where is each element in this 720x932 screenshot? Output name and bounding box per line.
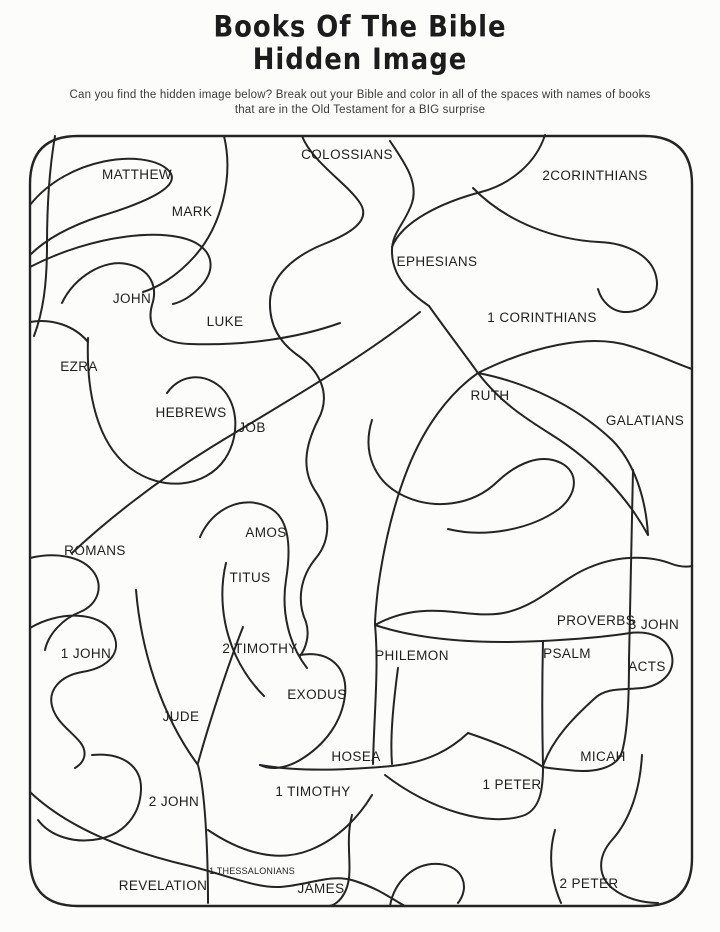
book-label-luke: LUKE [206, 314, 244, 329]
book-label-psalm: PSALM [543, 646, 591, 661]
book-label-exodus: EXODUS [287, 687, 347, 702]
book-label-proverbs: PROVERBS [556, 613, 636, 628]
book-label-revelation: REVELATION [118, 878, 208, 893]
book-label-1-corinthians: 1 CORINTHIANS [487, 310, 597, 325]
puzzle-lines [30, 135, 692, 906]
book-label-ephesians: EPHESIANS [396, 254, 478, 269]
book-label-ezra: EZRA [60, 359, 98, 374]
book-label-philemon: PHILEMON [375, 648, 449, 663]
title-line-2: Hidden Image [252, 42, 468, 77]
title-line-1: Books Of The Bible [213, 10, 507, 45]
instructions-line-1: Can you find the hidden image below? Break out your Bible and color in all of the spaces with names of books [69, 89, 651, 101]
book-label-acts: ACTS [628, 659, 666, 674]
book-label-ruth: RUTH [470, 388, 510, 403]
book-label-1-peter: 1 PETER [482, 777, 542, 792]
book-label-hebrews: HEBREWS [155, 405, 227, 420]
book-label-amos: AMOS [245, 525, 287, 540]
book-label-titus: TITUS [229, 570, 271, 585]
instructions-line-2: that are in the Old Testament for a BIG surprise [234, 104, 486, 116]
book-label-2-peter: 2 PETER [559, 876, 619, 891]
book-label-jude: JUDE [162, 709, 200, 724]
book-label-james: JAMES [297, 881, 345, 896]
book-labels [60, 147, 684, 896]
book-label-micah: MICAH [580, 749, 626, 764]
book-label-2-john: 2 JOHN [148, 794, 200, 809]
book-label-colossians: COLOSSIANS [301, 147, 393, 162]
book-label-matthew: MATTHEW [101, 167, 173, 182]
book-label-john: JOHN [112, 291, 152, 306]
book-label-2corinthians: 2CORINTHIANS [542, 168, 648, 183]
book-label-1-timothy: 1 TIMOTHY [275, 784, 351, 799]
book-label-3-john: 3 JOHN [628, 617, 680, 632]
book-label-romans: ROMANS [64, 543, 126, 558]
book-label-galatians: GALATIANS [605, 413, 685, 428]
book-label-mark: MARK [171, 204, 213, 219]
book-label-job: JOB [238, 420, 266, 435]
book-label-1-john: 1 JOHN [60, 646, 112, 661]
book-label-1-thessalonians: 1 THESSALONIANS [209, 866, 295, 876]
puzzle-border [30, 136, 692, 906]
book-label-hosea: HOSEA [331, 749, 381, 764]
book-label-2-timothy: 2 TIMOTHY [222, 641, 298, 656]
